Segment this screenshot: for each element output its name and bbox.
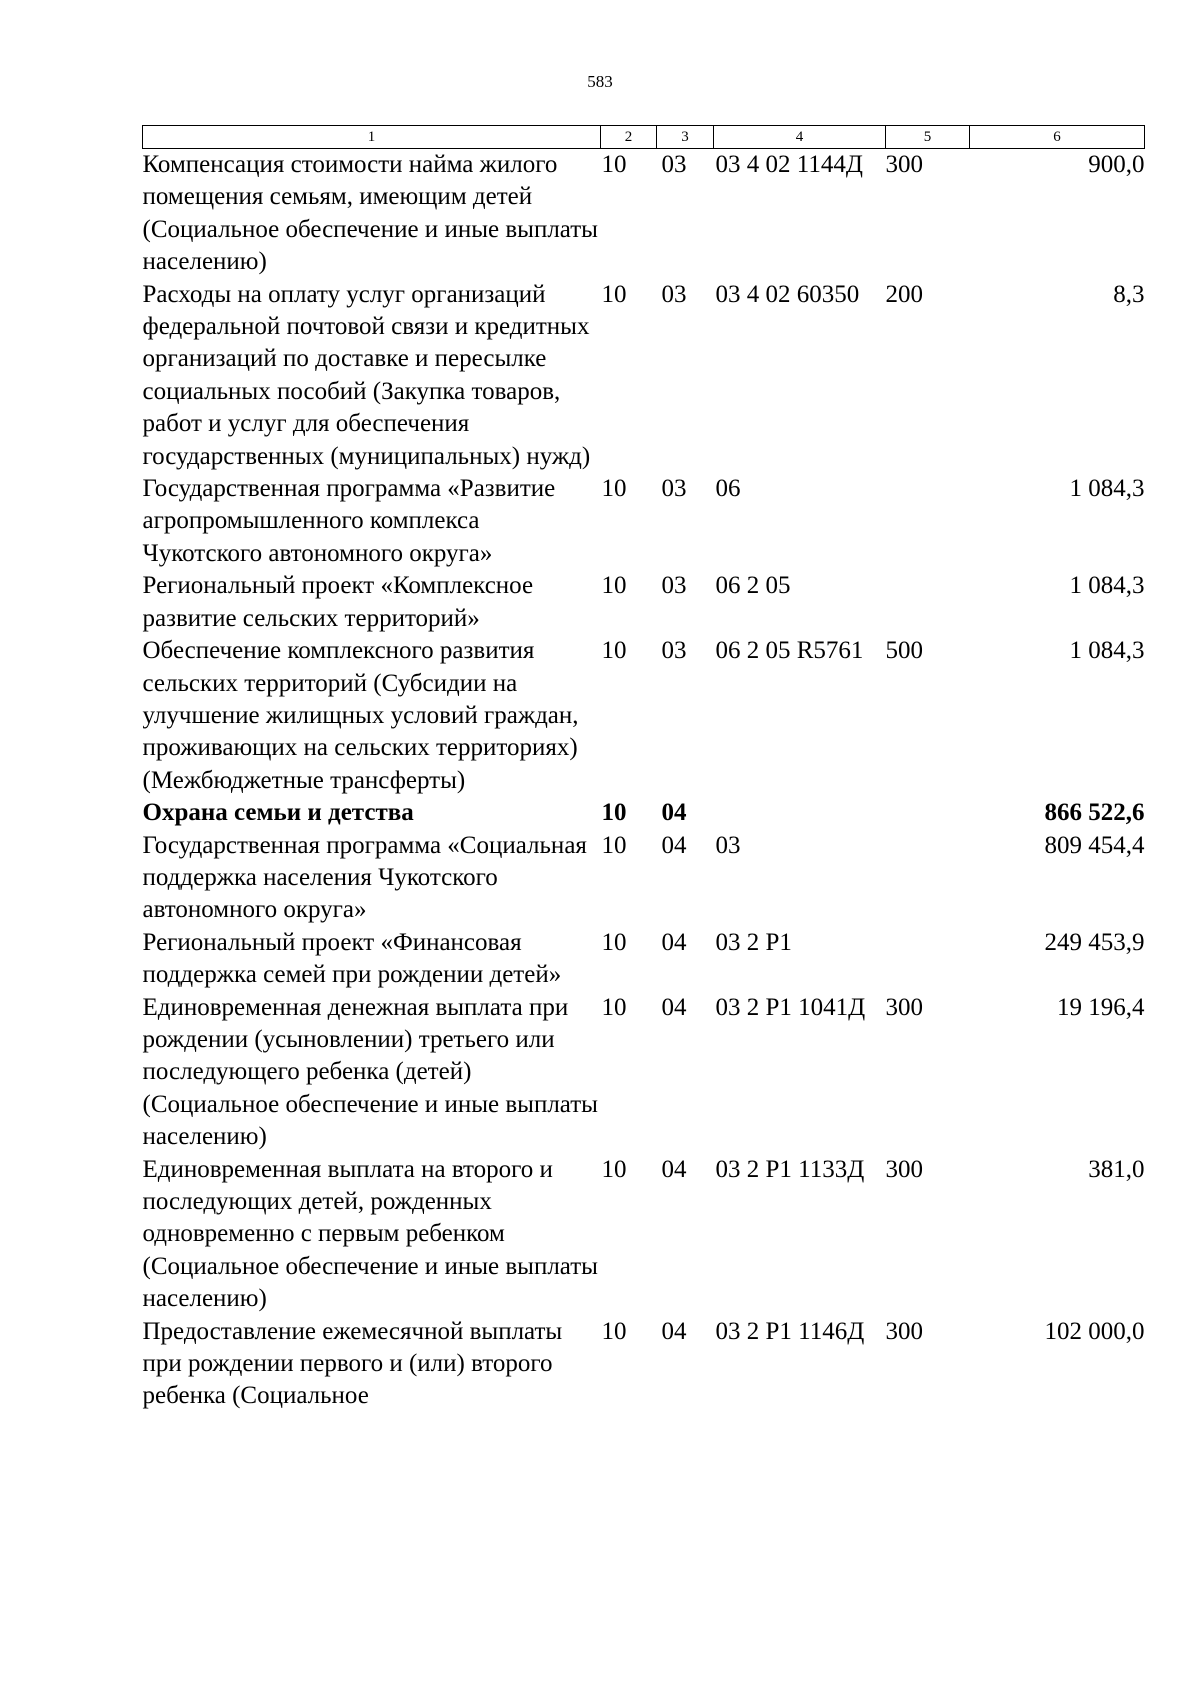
row-amount: 381,0 (1088, 1155, 1145, 1183)
row-section-code: 10 (601, 928, 627, 956)
row-target-code: 06 (715, 475, 741, 503)
table-row (143, 473, 1145, 570)
row-target-code: 03 2 P1 1133Д (715, 1155, 865, 1183)
row-expense-kind-code: 300 (885, 151, 923, 178)
column-header: 1 (143, 126, 601, 149)
row-subsection-code: 04 (661, 1317, 687, 1345)
table-row (143, 570, 1145, 635)
row-name: Охрана семьи и детства (142, 799, 414, 827)
row-expense-kind-code: 200 (885, 280, 923, 308)
row-section-code: 10 (601, 572, 627, 600)
column-header: 4 (714, 126, 886, 149)
table-row (143, 635, 1145, 797)
row-section-code: 10 (601, 280, 627, 308)
row-subsection-code: 03 (661, 637, 687, 665)
row-expense-kind-code: 300 (885, 1155, 923, 1183)
table-row (143, 279, 1145, 473)
table-row (143, 149, 1145, 279)
row-section-code: 10 (601, 151, 627, 178)
table-row (143, 1154, 1145, 1316)
row-amount: 1 084,3 (1069, 572, 1145, 600)
row-expense-kind-code (886, 927, 970, 992)
row-expense-kind-code (886, 570, 970, 635)
row-subsection-code: 03 (661, 151, 687, 178)
table-body (143, 149, 1145, 1413)
column-header: 2 (601, 126, 657, 149)
row-target-code: 03 2 P1 1041Д (715, 993, 866, 1021)
page-number: 583 (587, 72, 613, 91)
budget-table (142, 125, 1145, 1413)
table-row (143, 797, 1145, 829)
row-target-code: 06 2 05 R5761 (715, 637, 864, 665)
row-section-code: 10 (601, 637, 627, 665)
row-section-code: 10 (601, 1317, 627, 1345)
row-subsection-code: 04 (661, 993, 687, 1021)
row-amount: 1 084,3 (1069, 637, 1145, 665)
column-header: 5 (886, 126, 970, 149)
row-subsection-code: 04 (661, 1155, 687, 1183)
table-row (143, 927, 1145, 992)
table-row (143, 1316, 1145, 1413)
table-header-row (143, 126, 1145, 149)
row-amount: 102 000,0 (1044, 1317, 1145, 1345)
row-amount: 19 196,4 (1057, 993, 1145, 1021)
row-name: Единовременная выплата на второго и последующих детей, рожденных одновременно с первым ребенком (Социальное обеспечение и иные выплаты населению) (142, 1155, 598, 1313)
row-subsection-code: 04 (661, 928, 687, 956)
row-section-code: 10 (601, 1155, 627, 1183)
row-expense-kind-code: 300 (885, 993, 923, 1021)
row-target-code: 03 4 02 1144Д (715, 151, 863, 178)
row-name: Предоставление ежемесячной выплаты при рождении первого и (или) второго ребенка (Социальное (142, 1317, 563, 1410)
row-section-code: 10 (601, 475, 627, 503)
row-target-code: 03 2 P1 1146Д (715, 1317, 865, 1345)
table-row (143, 830, 1145, 927)
row-target-code: 06 2 05 (715, 572, 791, 600)
row-subsection-code: 03 (661, 572, 687, 600)
row-amount: 900,0 (1088, 151, 1145, 178)
row-subsection-code: 03 (661, 280, 687, 308)
row-name: Региональный проект «Комплексное развитие сельских территорий» (142, 572, 534, 632)
row-expense-kind-code (886, 830, 970, 927)
row-name: Единовременная денежная выплата при рождении (усыновлении) третьего или последующего ребенка (детей) (Социальное обеспечение и иные выплаты населению) (142, 993, 598, 1151)
row-name: Расходы на оплату услуг организаций федеральной почтовой связи и кредитных организаций по доставке и пересылке социальных пособий (Закупка товаров, работ и услуг для обеспечения государственных (муниципальных) нужд) (142, 280, 591, 470)
row-amount: 809 454,4 (1044, 831, 1145, 859)
row-amount: 249 453,9 (1044, 928, 1145, 956)
row-subsection-code: 04 (661, 799, 687, 827)
row-expense-kind-code (886, 473, 970, 570)
row-target-code (714, 797, 886, 829)
row-amount: 866 522,6 (1044, 799, 1145, 827)
table-row (143, 992, 1145, 1154)
row-name: Обеспечение комплексного развития сельских территорий (Субсидии на улучшение жилищных условий граждан, проживающих на сельских территориях) (Межбюджетные трансферты) (142, 637, 579, 794)
row-section-code: 10 (601, 993, 627, 1021)
column-header: 6 (970, 126, 1145, 149)
row-name: Компенсация стоимости найма жилого помещения семьям, имеющим детей (Социальное обеспечение и иные выплаты населению) (142, 151, 598, 276)
row-subsection-code: 03 (661, 475, 687, 503)
column-header: 3 (657, 126, 714, 149)
row-name: Государственная программа «Социальная поддержка населения Чукотского автономного округа» (142, 831, 587, 924)
row-subsection-code: 04 (661, 831, 687, 859)
row-amount: 1 084,3 (1069, 475, 1145, 503)
row-name: Региональный проект «Финансовая поддержка семей при рождении детей» (142, 928, 562, 989)
row-expense-kind-code: 300 (885, 1317, 923, 1345)
row-section-code: 10 (601, 799, 627, 827)
row-target-code: 03 4 02 60350 (715, 280, 860, 308)
row-expense-kind-code: 500 (885, 637, 923, 665)
row-section-code: 10 (601, 831, 627, 859)
row-target-code: 03 (715, 831, 741, 859)
row-amount: 8,3 (1113, 280, 1145, 308)
row-name: Государственная программа «Развитие агропромышленного комплекса Чукотского автономного округа» (142, 475, 556, 567)
row-target-code: 03 2 P1 (715, 928, 792, 956)
row-expense-kind-code (886, 797, 970, 829)
